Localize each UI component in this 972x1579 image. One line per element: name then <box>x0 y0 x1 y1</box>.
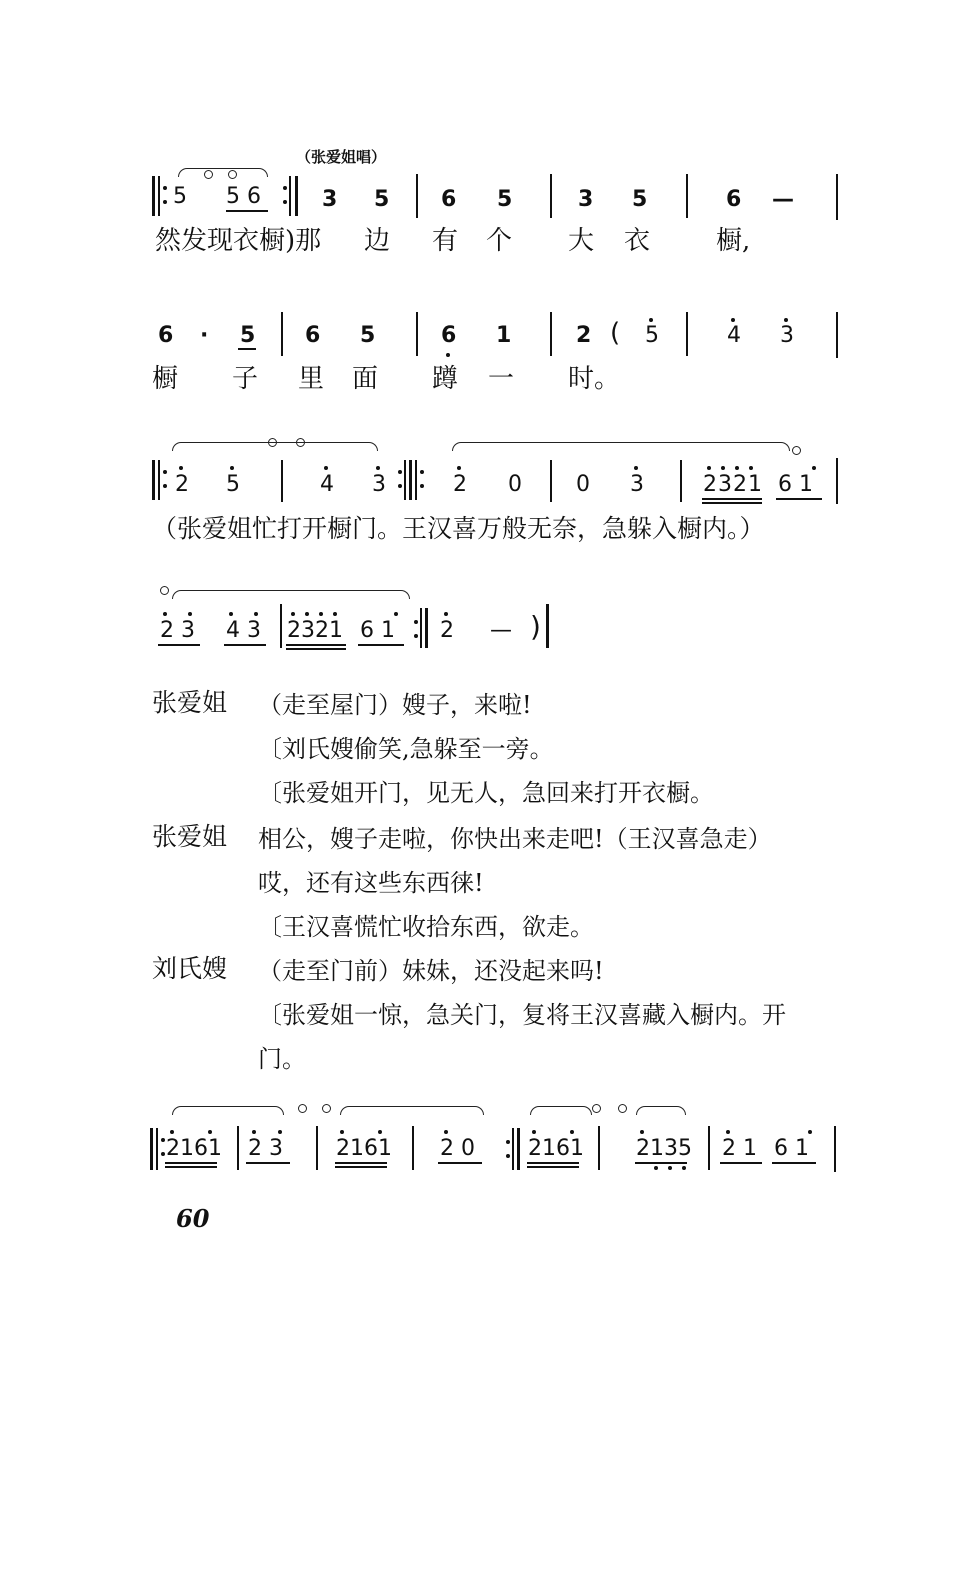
speaker: 张爱姐 <box>152 822 228 851</box>
note: 3 <box>322 187 338 212</box>
note: 3 <box>578 187 594 212</box>
note: 5 <box>173 184 187 209</box>
page-number: 60 <box>176 1204 210 1233</box>
note: — <box>772 187 794 212</box>
singer-label: （张爱姐唱） <box>296 148 387 166</box>
note: 5 6 <box>226 184 261 209</box>
speaker: 张爱姐 <box>152 688 228 717</box>
note: 5 <box>632 187 648 212</box>
note: 6 <box>726 187 742 212</box>
speaker: 刘氏嫂 <box>152 954 228 983</box>
stage-direction: （张爱姐忙打开橱门。王汉喜万般无奈，急躲入橱内。） <box>152 514 765 543</box>
note: 5 <box>374 187 390 212</box>
note: 5 <box>497 187 513 212</box>
note: 6 <box>441 187 457 212</box>
